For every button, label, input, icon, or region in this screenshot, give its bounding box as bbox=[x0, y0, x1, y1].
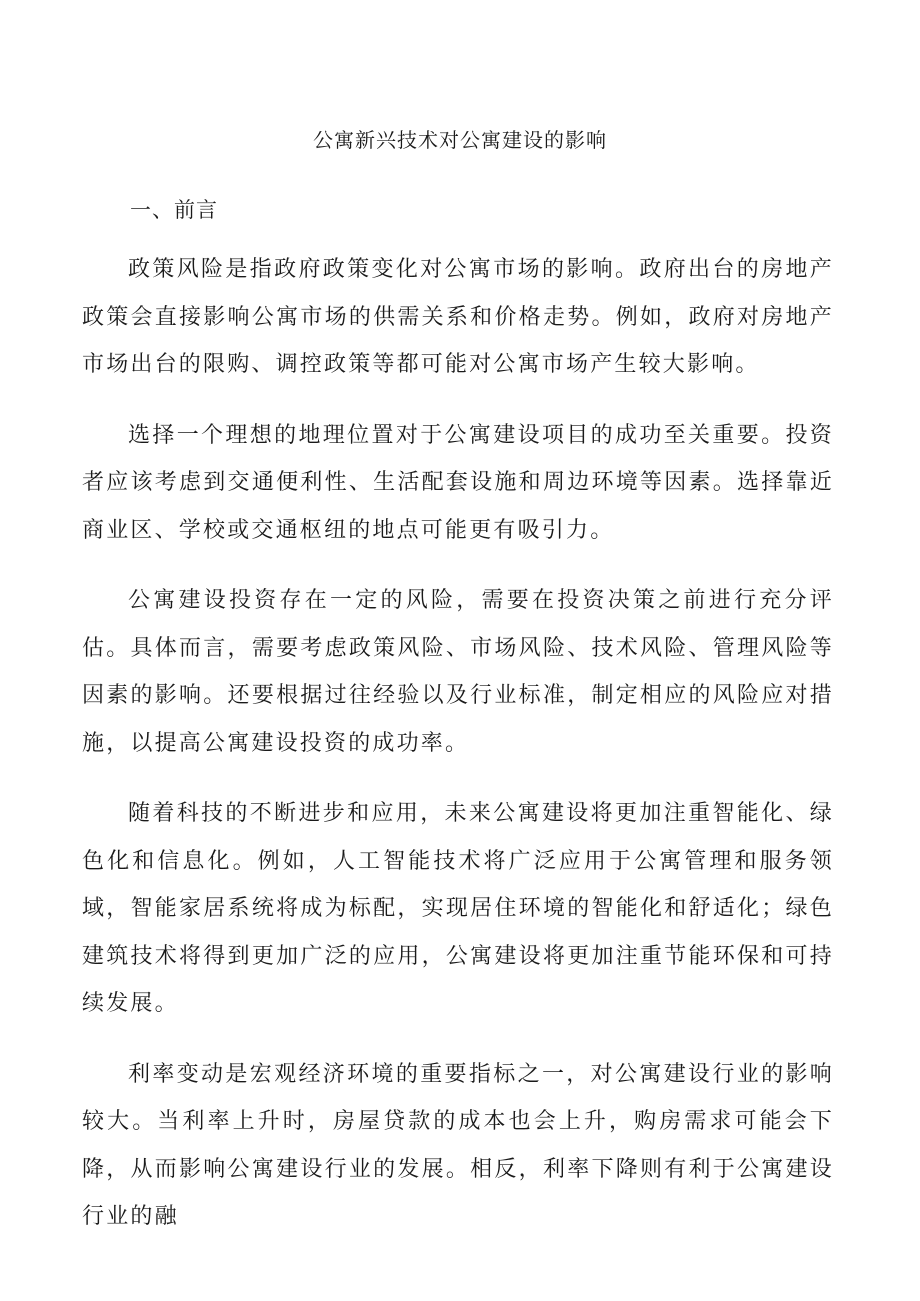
paragraph-interest-rate: 利率变动是宏观经济环境的重要指标之一，对公寓建设行业的影响较大。当利率上升时，房屋贷款的成本也会上升，购房需求可能会下降，从而影响公寓建设行业的发展。相反，利率下降则有利于公寓建设行业的融 bbox=[82, 1061, 834, 1229]
body-text bbox=[82, 246, 834, 1264]
section-heading: 一、前言 bbox=[130, 198, 218, 222]
paragraph-location: 选择一个理想的地理位置对于公寓建设项目的成功至关重要。投资者应该考虑到交通便利性、生活配套设施和周边环境等因素。选择靠近商业区、学校或交通枢纽的地点可能更有吸引力。 bbox=[82, 422, 834, 543]
document-title: 公寓新兴技术对公寓建设的影响 bbox=[313, 128, 607, 152]
paragraph-technology-trend: 随着科技的不断进步和应用，未来公寓建设将更加注重智能化、绿色化和信息化。例如，人工智能技术将广泛应用于公寓管理和服务领域，智能家居系统将成为标配，实现居住环境的智能化和舒适化；绿色建筑技术将得到更加广泛的应用，公寓建设将更加注重节能环保和可持续发展。 bbox=[82, 801, 834, 1016]
paragraph-investment-risk: 公寓建设投资存在一定的风险，需要在投资决策之前进行充分评估。具体而言，需要考虑政策风险、市场风险、技术风险、管理风险等因素的影响。还要根据过往经验以及行业标准，制定相应的风险应对措施，以提高公寓建设投资的成功率。 bbox=[82, 588, 834, 756]
paragraph-policy-risk: 政策风险是指政府政策变化对公寓市场的影响。政府出台的房地产政策会直接影响公寓市场的供需关系和价格走势。例如，政府对房地产市场出台的限购、调控政策等都可能对公寓市场产生较大影响。 bbox=[82, 257, 834, 377]
